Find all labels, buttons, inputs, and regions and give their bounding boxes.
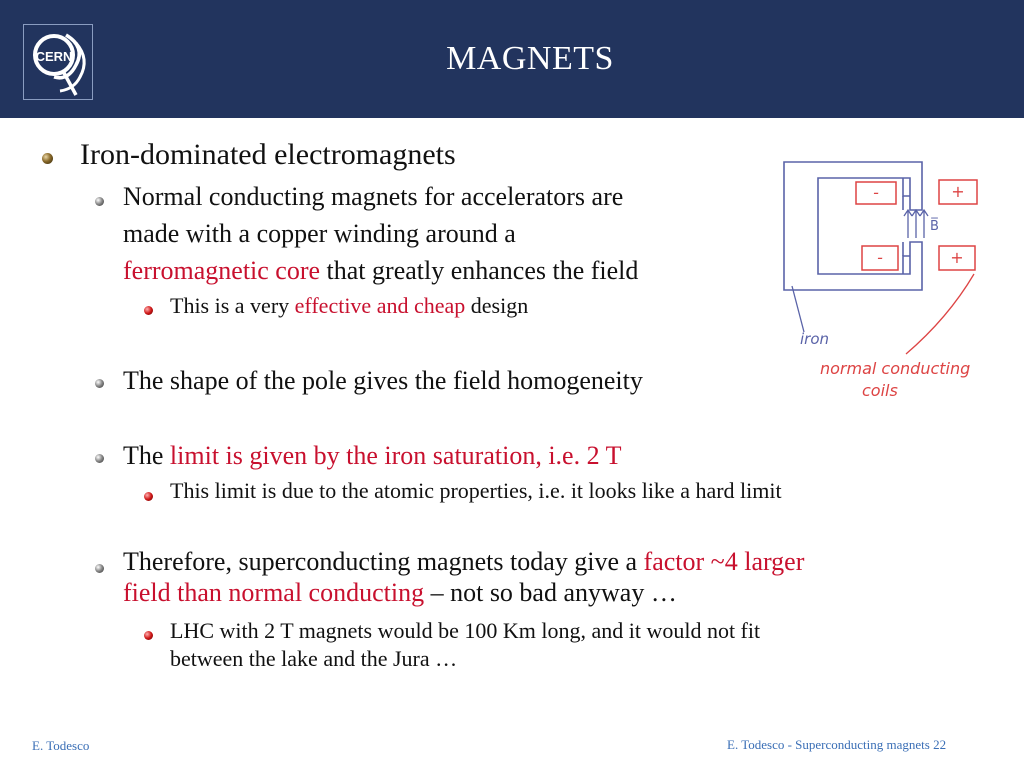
coil-plus-top: + (951, 182, 965, 201)
bullet-icon (144, 306, 153, 315)
field-arrows (904, 210, 928, 238)
coils-pointer (906, 274, 974, 354)
text-line: Normal conducting magnets for accelerators are (123, 182, 624, 211)
coil-minus-bottom: - (877, 248, 883, 267)
bullet-pole-shape: The shape of the pole gives the field homogeneity (123, 366, 643, 395)
coils-label-line2: coils (862, 381, 898, 400)
iron-pointer (792, 286, 804, 332)
page-title: MAGNETS (446, 40, 614, 77)
coil-plus-bottom: + (950, 248, 964, 267)
coils-label-line1: normal conducting (820, 359, 971, 378)
bullet-icon (95, 379, 104, 388)
bullet-icon (144, 492, 153, 501)
iron-yoke (784, 162, 922, 290)
highlight-text: limit is given by the iron saturation, i.e. 2 T (169, 441, 622, 470)
bullet-lhc-2t (170, 617, 760, 673)
text-fragment: Therefore, superconducting magnets today give a (123, 547, 644, 576)
cern-logo (23, 24, 93, 100)
text-line (123, 546, 804, 577)
bullet-superconducting-factor (123, 546, 804, 608)
bullet-atomic-limit: This limit is due to the atomic properties, i.e. it looks like a hard limit (170, 478, 782, 503)
bullet-normal-conducting (123, 178, 638, 289)
text-line: LHC with 2 T magnets would be 100 Km long, and it would not fit (170, 618, 761, 643)
text-fragment: – not so bad anyway … (424, 578, 677, 607)
highlight-text: ferromagnetic core (123, 256, 321, 285)
header-bar (0, 0, 1024, 118)
logo-text: CERN (35, 49, 73, 64)
bullet-icon (95, 197, 104, 206)
footer-slide-info: E. Todesco - Superconducting magnets 22 (727, 737, 947, 752)
text-fragment: This is a very (170, 293, 295, 318)
text-line (123, 252, 638, 289)
text-fragment: that greatly enhances the field (320, 256, 639, 285)
bullet-icon (95, 564, 104, 573)
field-label: B̅ (930, 219, 939, 234)
text-fragment: design (465, 293, 529, 318)
bullet-limit (123, 437, 622, 474)
bullet-iron-dominated: Iron-dominated electromagnets (80, 138, 456, 171)
bullet-effective-cheap (170, 292, 528, 320)
magnet-sketch (770, 150, 1004, 412)
iron-label: iron (800, 330, 830, 348)
text-line (123, 577, 804, 608)
highlight-text: field than normal conducting (123, 578, 425, 607)
footer-author: E. Todesco (32, 738, 90, 753)
text-line: made with a copper winding around a (123, 219, 516, 248)
highlight-text: factor ~4 larger (643, 547, 805, 576)
bullet-icon (42, 153, 53, 164)
bullet-icon (144, 631, 153, 640)
text-line: between the lake and the Jura … (170, 646, 458, 671)
text-fragment: The (123, 441, 170, 470)
coil-minus-top: - (873, 183, 879, 202)
bullet-icon (95, 454, 104, 463)
highlight-text: effective and cheap (294, 293, 466, 318)
